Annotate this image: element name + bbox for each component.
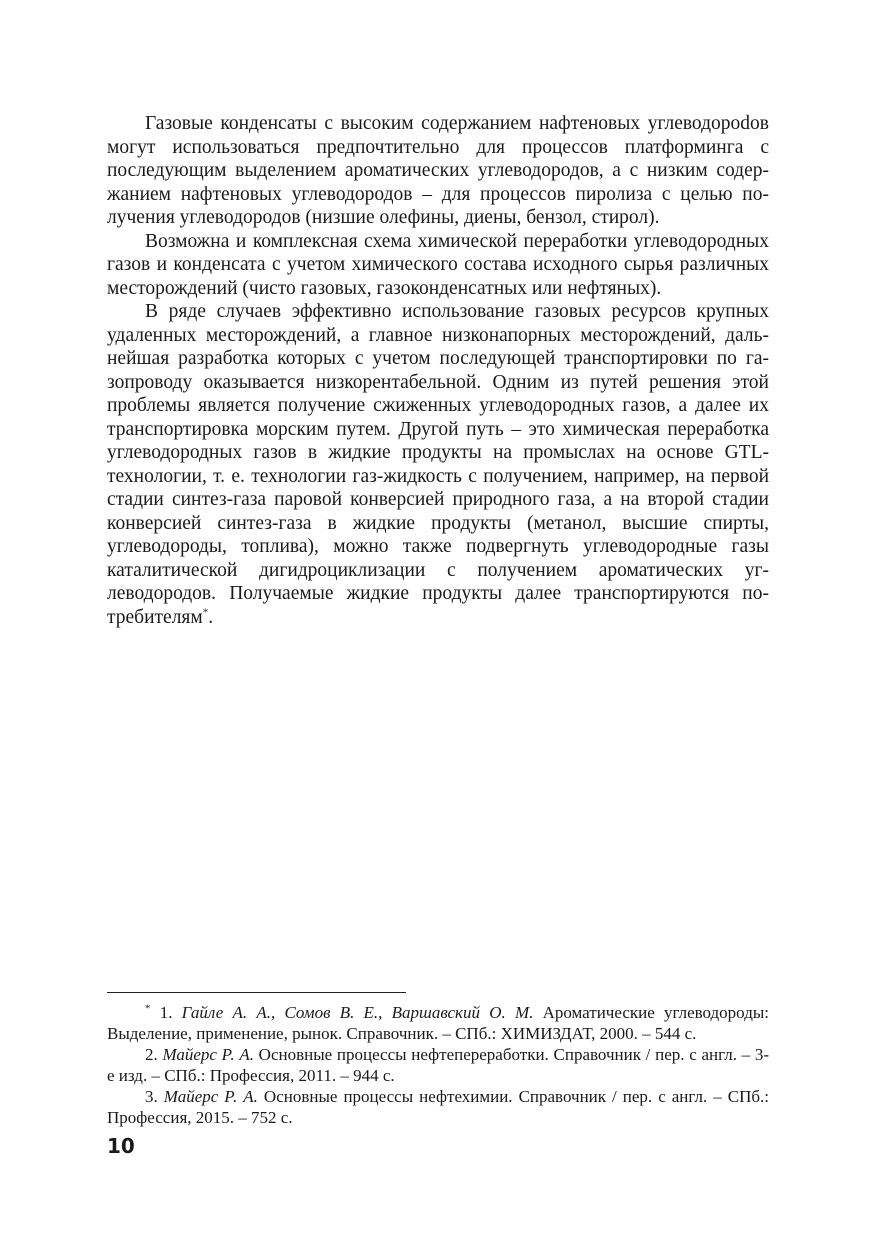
footnote-marker: * [202, 606, 209, 618]
body-text [107, 112, 769, 629]
paragraph-3: В ряде случаев эффективно использование газовых ресурсов крупных удаленных месторождений, а главное низконапорных месторождений, дальнейшая разработка которых с учетом последующей транспортировки по газопроводу оказывается низкорентабельной. Одним из путей решения этой проблемы является получение сжиженных углеводородных газов, а далее их транспортировка морским путем. Другой путь – это химическая переработка углеводородных газов в жидкие продукты на промыслах на основе GTL-технологии, т. е. технологии газ-жидкость с получением, например, на первой стадии синтез-газа паровой конверсией природного газа, а на второй стадии конверсией синтез-газа в жидкие продукты (метанол, высшие спирты, углеводороды, топлива), можно также подвергнуть углеводородные газы каталитической дигидроциклизации с получением ароматических углеводородов. Получаемые жидкие продукты далее транспортируются потребителям*. [107, 301, 769, 628]
footnote-3: 3. Майерс Р. А. Основные процессы нефтехимии. Справочник / пер. с англ. – СПб.: Профессия, 2015. – 752 с. [107, 1087, 770, 1127]
paragraph-1: Газовые конденсаты с высоким содержанием нафтеновых углеводороdов могут использоваться предпочтительно для процессов платформинга с последующим выделением ароматических углеводородов, а с низким содержанием нафтеновых углеводородов – для процессов пиролиза с целью получения углеводородов (низшие олефины, диены, бензол, стирол). [107, 113, 769, 228]
footnote-3-authors: Майерс Р. А. [163, 1087, 258, 1106]
footnote-divider [107, 992, 406, 993]
page-number: 10 [107, 1134, 135, 1158]
paragraph-2: Возможна и комплексная схема химической переработки углеводородных газов и конденсата с учетом химического состава исходного сырья различных месторождений (чисто газовых, газоконденсатных или нефтяных). [107, 230, 769, 299]
footnote-1-authors: Гайле А. А., Сомов В. Е., Варшавский О. М. [181, 1003, 534, 1022]
footnote-1: * 1. Гайле А. А., Сомов В. Е., Варшавский О. М. Ароматические углеводороды: Выделение, применение, рынок. Справочник. – СПб.: ХИМИЗДАТ, 2000. – 544 с. [107, 1002, 769, 1043]
footnotes [107, 1002, 769, 1128]
footnote-2-authors: Майерс Р. А. [162, 1045, 254, 1064]
footnote-2: 2. Майерс Р. А. Основные процессы нефтепереработки. Справочник / пер. с англ. – 3-е изд. – СПб.: Профессия, 2011. – 944 с. [107, 1045, 770, 1085]
